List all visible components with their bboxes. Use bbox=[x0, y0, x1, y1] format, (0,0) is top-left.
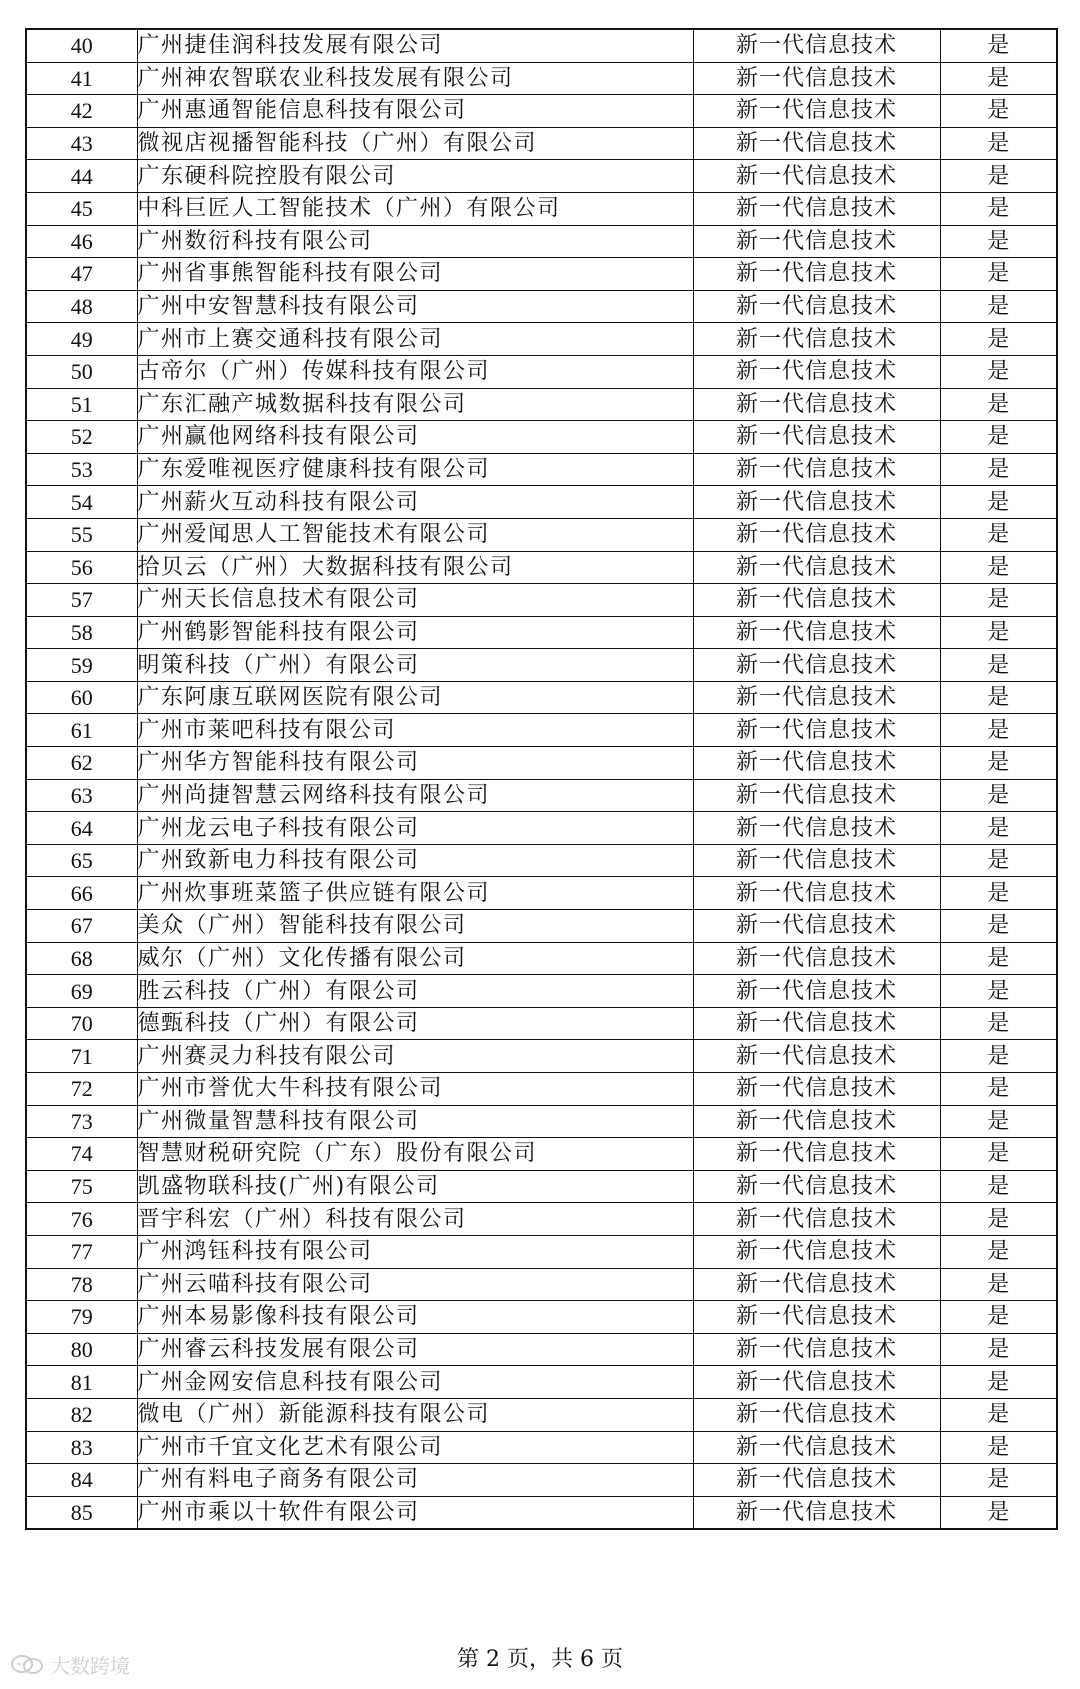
company-name: 广州睿云科技发展有限公司 bbox=[137, 1333, 693, 1366]
flag-cell: 是 bbox=[940, 1366, 1057, 1399]
row-number: 56 bbox=[26, 551, 137, 584]
company-name: 美众（广州）智能科技有限公司 bbox=[137, 910, 693, 943]
category-cell: 新一代信息技术 bbox=[693, 1268, 940, 1301]
flag-cell: 是 bbox=[940, 388, 1057, 421]
company-name: 广州市莱吧科技有限公司 bbox=[137, 714, 693, 747]
flag-cell: 是 bbox=[940, 1333, 1057, 1366]
table-row bbox=[26, 1464, 1057, 1497]
company-name: 广州鹤影智能科技有限公司 bbox=[137, 616, 693, 649]
flag-cell: 是 bbox=[940, 95, 1057, 128]
category-cell: 新一代信息技术 bbox=[693, 975, 940, 1008]
row-number: 77 bbox=[26, 1235, 137, 1268]
flag-cell: 是 bbox=[940, 942, 1057, 975]
table-row bbox=[26, 1398, 1057, 1431]
table-row bbox=[26, 290, 1057, 323]
flag-cell: 是 bbox=[940, 1496, 1057, 1529]
category-cell: 新一代信息技术 bbox=[693, 192, 940, 225]
table-row bbox=[26, 877, 1057, 910]
table-row bbox=[26, 453, 1057, 486]
table-row bbox=[26, 486, 1057, 519]
table-row bbox=[26, 192, 1057, 225]
flag-cell: 是 bbox=[940, 1170, 1057, 1203]
category-cell: 新一代信息技术 bbox=[693, 649, 940, 682]
flag-cell: 是 bbox=[940, 486, 1057, 519]
table-row bbox=[26, 127, 1057, 160]
table-row bbox=[26, 584, 1057, 617]
row-number: 63 bbox=[26, 779, 137, 812]
row-number: 84 bbox=[26, 1464, 137, 1497]
category-cell: 新一代信息技术 bbox=[693, 616, 940, 649]
category-cell: 新一代信息技术 bbox=[693, 486, 940, 519]
table-row bbox=[26, 1007, 1057, 1040]
company-name: 广州捷佳润科技发展有限公司 bbox=[137, 29, 693, 62]
company-table bbox=[25, 28, 1058, 1530]
row-number: 48 bbox=[26, 290, 137, 323]
category-cell: 新一代信息技术 bbox=[693, 812, 940, 845]
company-name: 广州赛灵力科技有限公司 bbox=[137, 1040, 693, 1073]
table-row bbox=[26, 1170, 1057, 1203]
table-row bbox=[26, 1301, 1057, 1334]
company-name: 广州致新电力科技有限公司 bbox=[137, 844, 693, 877]
company-name: 广州金网安信息科技有限公司 bbox=[137, 1366, 693, 1399]
row-number: 62 bbox=[26, 747, 137, 780]
table-row bbox=[26, 1268, 1057, 1301]
company-name: 广东硬科院控股有限公司 bbox=[137, 160, 693, 193]
flag-cell: 是 bbox=[940, 453, 1057, 486]
row-number: 70 bbox=[26, 1007, 137, 1040]
flag-cell: 是 bbox=[940, 355, 1057, 388]
flag-cell: 是 bbox=[940, 62, 1057, 95]
company-name: 广州省事熊智能科技有限公司 bbox=[137, 258, 693, 291]
company-name: 智慧财税研究院（广东）股份有限公司 bbox=[137, 1138, 693, 1171]
category-cell: 新一代信息技术 bbox=[693, 1105, 940, 1138]
category-cell: 新一代信息技术 bbox=[693, 584, 940, 617]
category-cell: 新一代信息技术 bbox=[693, 518, 940, 551]
category-cell: 新一代信息技术 bbox=[693, 1464, 940, 1497]
row-number: 66 bbox=[26, 877, 137, 910]
flag-cell: 是 bbox=[940, 1398, 1057, 1431]
row-number: 54 bbox=[26, 486, 137, 519]
row-number: 52 bbox=[26, 421, 137, 454]
table-row bbox=[26, 518, 1057, 551]
company-name: 中科巨匠人工智能技术（广州）有限公司 bbox=[137, 192, 693, 225]
category-cell: 新一代信息技术 bbox=[693, 747, 940, 780]
row-number: 72 bbox=[26, 1073, 137, 1106]
row-number: 74 bbox=[26, 1138, 137, 1171]
company-name: 德甄科技（广州）有限公司 bbox=[137, 1007, 693, 1040]
table-row bbox=[26, 160, 1057, 193]
category-cell: 新一代信息技术 bbox=[693, 1007, 940, 1040]
company-name: 明策科技（广州）有限公司 bbox=[137, 649, 693, 682]
company-name: 微电（广州）新能源科技有限公司 bbox=[137, 1398, 693, 1431]
flag-cell: 是 bbox=[940, 877, 1057, 910]
category-cell: 新一代信息技术 bbox=[693, 453, 940, 486]
category-cell: 新一代信息技术 bbox=[693, 1496, 940, 1529]
category-cell: 新一代信息技术 bbox=[693, 551, 940, 584]
table-row bbox=[26, 910, 1057, 943]
table-row bbox=[26, 95, 1057, 128]
flag-cell: 是 bbox=[940, 812, 1057, 845]
company-name: 广州赢他网络科技有限公司 bbox=[137, 421, 693, 454]
category-cell: 新一代信息技术 bbox=[693, 421, 940, 454]
table-row bbox=[26, 812, 1057, 845]
category-cell: 新一代信息技术 bbox=[693, 1203, 940, 1236]
table-row bbox=[26, 1366, 1057, 1399]
flag-cell: 是 bbox=[940, 714, 1057, 747]
flag-cell: 是 bbox=[940, 1007, 1057, 1040]
company-name: 广州市上赛交通科技有限公司 bbox=[137, 323, 693, 356]
company-name: 广州云喵科技有限公司 bbox=[137, 1268, 693, 1301]
row-number: 64 bbox=[26, 812, 137, 845]
watermark bbox=[10, 1650, 130, 1679]
row-number: 57 bbox=[26, 584, 137, 617]
company-name: 广州微量智慧科技有限公司 bbox=[137, 1105, 693, 1138]
row-number: 81 bbox=[26, 1366, 137, 1399]
flag-cell: 是 bbox=[940, 518, 1057, 551]
category-cell: 新一代信息技术 bbox=[693, 290, 940, 323]
row-number: 58 bbox=[26, 616, 137, 649]
flag-cell: 是 bbox=[940, 1138, 1057, 1171]
flag-cell: 是 bbox=[940, 747, 1057, 780]
company-name: 广州炊事班菜篮子供应链有限公司 bbox=[137, 877, 693, 910]
category-cell: 新一代信息技术 bbox=[693, 1301, 940, 1334]
company-name: 广州龙云电子科技有限公司 bbox=[137, 812, 693, 845]
row-number: 53 bbox=[26, 453, 137, 486]
row-number: 43 bbox=[26, 127, 137, 160]
company-name: 广州尚捷智慧云网络科技有限公司 bbox=[137, 779, 693, 812]
row-number: 42 bbox=[26, 95, 137, 128]
row-number: 71 bbox=[26, 1040, 137, 1073]
row-number: 45 bbox=[26, 192, 137, 225]
category-cell: 新一代信息技术 bbox=[693, 942, 940, 975]
company-name: 广州市誉优大牛科技有限公司 bbox=[137, 1073, 693, 1106]
category-cell: 新一代信息技术 bbox=[693, 714, 940, 747]
category-cell: 新一代信息技术 bbox=[693, 225, 940, 258]
company-name: 广州中安智慧科技有限公司 bbox=[137, 290, 693, 323]
category-cell: 新一代信息技术 bbox=[693, 323, 940, 356]
category-cell: 新一代信息技术 bbox=[693, 258, 940, 291]
row-number: 67 bbox=[26, 910, 137, 943]
category-cell: 新一代信息技术 bbox=[693, 1235, 940, 1268]
flag-cell: 是 bbox=[940, 1235, 1057, 1268]
flag-cell: 是 bbox=[940, 1431, 1057, 1464]
table-row bbox=[26, 1138, 1057, 1171]
table-row bbox=[26, 1496, 1057, 1529]
table-row bbox=[26, 942, 1057, 975]
row-number: 61 bbox=[26, 714, 137, 747]
flag-cell: 是 bbox=[940, 192, 1057, 225]
flag-cell: 是 bbox=[940, 844, 1057, 877]
flag-cell: 是 bbox=[940, 1105, 1057, 1138]
flag-cell: 是 bbox=[940, 649, 1057, 682]
company-name: 广州爱闻思人工智能技术有限公司 bbox=[137, 518, 693, 551]
flag-cell: 是 bbox=[940, 1268, 1057, 1301]
row-number: 41 bbox=[26, 62, 137, 95]
flag-cell: 是 bbox=[940, 258, 1057, 291]
category-cell: 新一代信息技术 bbox=[693, 1138, 940, 1171]
flag-cell: 是 bbox=[940, 225, 1057, 258]
flag-cell: 是 bbox=[940, 1073, 1057, 1106]
company-table-body bbox=[26, 29, 1057, 1529]
category-cell: 新一代信息技术 bbox=[693, 62, 940, 95]
company-name: 广州华方智能科技有限公司 bbox=[137, 747, 693, 780]
row-number: 68 bbox=[26, 942, 137, 975]
company-name: 广州惠通智能信息科技有限公司 bbox=[137, 95, 693, 128]
table-row bbox=[26, 747, 1057, 780]
flag-cell: 是 bbox=[940, 127, 1057, 160]
flag-cell: 是 bbox=[940, 160, 1057, 193]
company-list-sheet bbox=[25, 28, 1056, 1530]
category-cell: 新一代信息技术 bbox=[693, 1431, 940, 1464]
flag-cell: 是 bbox=[940, 584, 1057, 617]
row-number: 60 bbox=[26, 681, 137, 714]
table-row bbox=[26, 388, 1057, 421]
table-row bbox=[26, 649, 1057, 682]
category-cell: 新一代信息技术 bbox=[693, 779, 940, 812]
row-number: 44 bbox=[26, 160, 137, 193]
category-cell: 新一代信息技术 bbox=[693, 95, 940, 128]
table-row bbox=[26, 1105, 1057, 1138]
table-row bbox=[26, 779, 1057, 812]
company-name: 广东爱唯视医疗健康科技有限公司 bbox=[137, 453, 693, 486]
category-cell: 新一代信息技术 bbox=[693, 127, 940, 160]
table-row bbox=[26, 225, 1057, 258]
page-footer: 第 2 页，共 6 页 bbox=[457, 1647, 623, 1672]
flag-cell: 是 bbox=[940, 681, 1057, 714]
category-cell: 新一代信息技术 bbox=[693, 910, 940, 943]
flag-cell: 是 bbox=[940, 421, 1057, 454]
table-row bbox=[26, 323, 1057, 356]
row-number: 73 bbox=[26, 1105, 137, 1138]
row-number: 75 bbox=[26, 1170, 137, 1203]
row-number: 50 bbox=[26, 355, 137, 388]
table-row bbox=[26, 421, 1057, 454]
table-row bbox=[26, 1040, 1057, 1073]
table-row bbox=[26, 616, 1057, 649]
row-number: 80 bbox=[26, 1333, 137, 1366]
row-number: 46 bbox=[26, 225, 137, 258]
company-name: 广州本易影像科技有限公司 bbox=[137, 1301, 693, 1334]
row-number: 76 bbox=[26, 1203, 137, 1236]
flag-cell: 是 bbox=[940, 975, 1057, 1008]
category-cell: 新一代信息技术 bbox=[693, 388, 940, 421]
flag-cell: 是 bbox=[940, 779, 1057, 812]
row-number: 40 bbox=[26, 29, 137, 62]
table-row bbox=[26, 1235, 1057, 1268]
category-cell: 新一代信息技术 bbox=[693, 1333, 940, 1366]
row-number: 55 bbox=[26, 518, 137, 551]
company-name: 广州有料电子商务有限公司 bbox=[137, 1464, 693, 1497]
table-row bbox=[26, 551, 1057, 584]
category-cell: 新一代信息技术 bbox=[693, 1366, 940, 1399]
category-cell: 新一代信息技术 bbox=[693, 1073, 940, 1106]
company-name: 广州数衍科技有限公司 bbox=[137, 225, 693, 258]
row-number: 65 bbox=[26, 844, 137, 877]
category-cell: 新一代信息技术 bbox=[693, 160, 940, 193]
table-row bbox=[26, 1073, 1057, 1106]
chat-bubble-logo-icon bbox=[10, 1653, 44, 1677]
row-number: 83 bbox=[26, 1431, 137, 1464]
table-row bbox=[26, 975, 1057, 1008]
company-name: 广州市千宜文化艺术有限公司 bbox=[137, 1431, 693, 1464]
flag-cell: 是 bbox=[940, 1464, 1057, 1497]
table-row bbox=[26, 681, 1057, 714]
flag-cell: 是 bbox=[940, 551, 1057, 584]
company-name: 广州天长信息技术有限公司 bbox=[137, 584, 693, 617]
company-name: 广东阿康互联网医院有限公司 bbox=[137, 681, 693, 714]
company-name: 威尔（广州）文化传播有限公司 bbox=[137, 942, 693, 975]
company-name: 广州薪火互动科技有限公司 bbox=[137, 486, 693, 519]
row-number: 59 bbox=[26, 649, 137, 682]
table-row bbox=[26, 1203, 1057, 1236]
row-number: 82 bbox=[26, 1398, 137, 1431]
category-cell: 新一代信息技术 bbox=[693, 355, 940, 388]
flag-cell: 是 bbox=[940, 1040, 1057, 1073]
table-row bbox=[26, 355, 1057, 388]
company-name: 广州鸿钰科技有限公司 bbox=[137, 1235, 693, 1268]
company-name: 广东汇融产城数据科技有限公司 bbox=[137, 388, 693, 421]
table-row bbox=[26, 258, 1057, 291]
row-number: 69 bbox=[26, 975, 137, 1008]
table-row bbox=[26, 844, 1057, 877]
row-number: 85 bbox=[26, 1496, 137, 1529]
company-name: 微视店视播智能科技（广州）有限公司 bbox=[137, 127, 693, 160]
table-row bbox=[26, 1431, 1057, 1464]
row-number: 78 bbox=[26, 1268, 137, 1301]
row-number: 49 bbox=[26, 323, 137, 356]
category-cell: 新一代信息技术 bbox=[693, 844, 940, 877]
flag-cell: 是 bbox=[940, 616, 1057, 649]
company-name: 凯盛物联科技(广州)有限公司 bbox=[137, 1170, 693, 1203]
company-name: 胜云科技（广州）有限公司 bbox=[137, 975, 693, 1008]
table-row bbox=[26, 29, 1057, 62]
category-cell: 新一代信息技术 bbox=[693, 1398, 940, 1431]
company-name: 广州神农智联农业科技发展有限公司 bbox=[137, 62, 693, 95]
company-name: 古帝尔（广州）传媒科技有限公司 bbox=[137, 355, 693, 388]
company-name: 晋宇科宏（广州）科技有限公司 bbox=[137, 1203, 693, 1236]
flag-cell: 是 bbox=[940, 323, 1057, 356]
category-cell: 新一代信息技术 bbox=[693, 1040, 940, 1073]
table-row bbox=[26, 62, 1057, 95]
category-cell: 新一代信息技术 bbox=[693, 681, 940, 714]
company-name: 拾贝云（广州）大数据科技有限公司 bbox=[137, 551, 693, 584]
flag-cell: 是 bbox=[940, 29, 1057, 62]
category-cell: 新一代信息技术 bbox=[693, 1170, 940, 1203]
table-row bbox=[26, 1333, 1057, 1366]
watermark-text: 大数跨境 bbox=[50, 1654, 130, 1678]
table-row bbox=[26, 714, 1057, 747]
category-cell: 新一代信息技术 bbox=[693, 877, 940, 910]
flag-cell: 是 bbox=[940, 290, 1057, 323]
row-number: 47 bbox=[26, 258, 137, 291]
company-name: 广州市乘以十软件有限公司 bbox=[137, 1496, 693, 1529]
flag-cell: 是 bbox=[940, 910, 1057, 943]
row-number: 79 bbox=[26, 1301, 137, 1334]
flag-cell: 是 bbox=[940, 1203, 1057, 1236]
category-cell: 新一代信息技术 bbox=[693, 29, 940, 62]
row-number: 51 bbox=[26, 388, 137, 421]
flag-cell: 是 bbox=[940, 1301, 1057, 1334]
